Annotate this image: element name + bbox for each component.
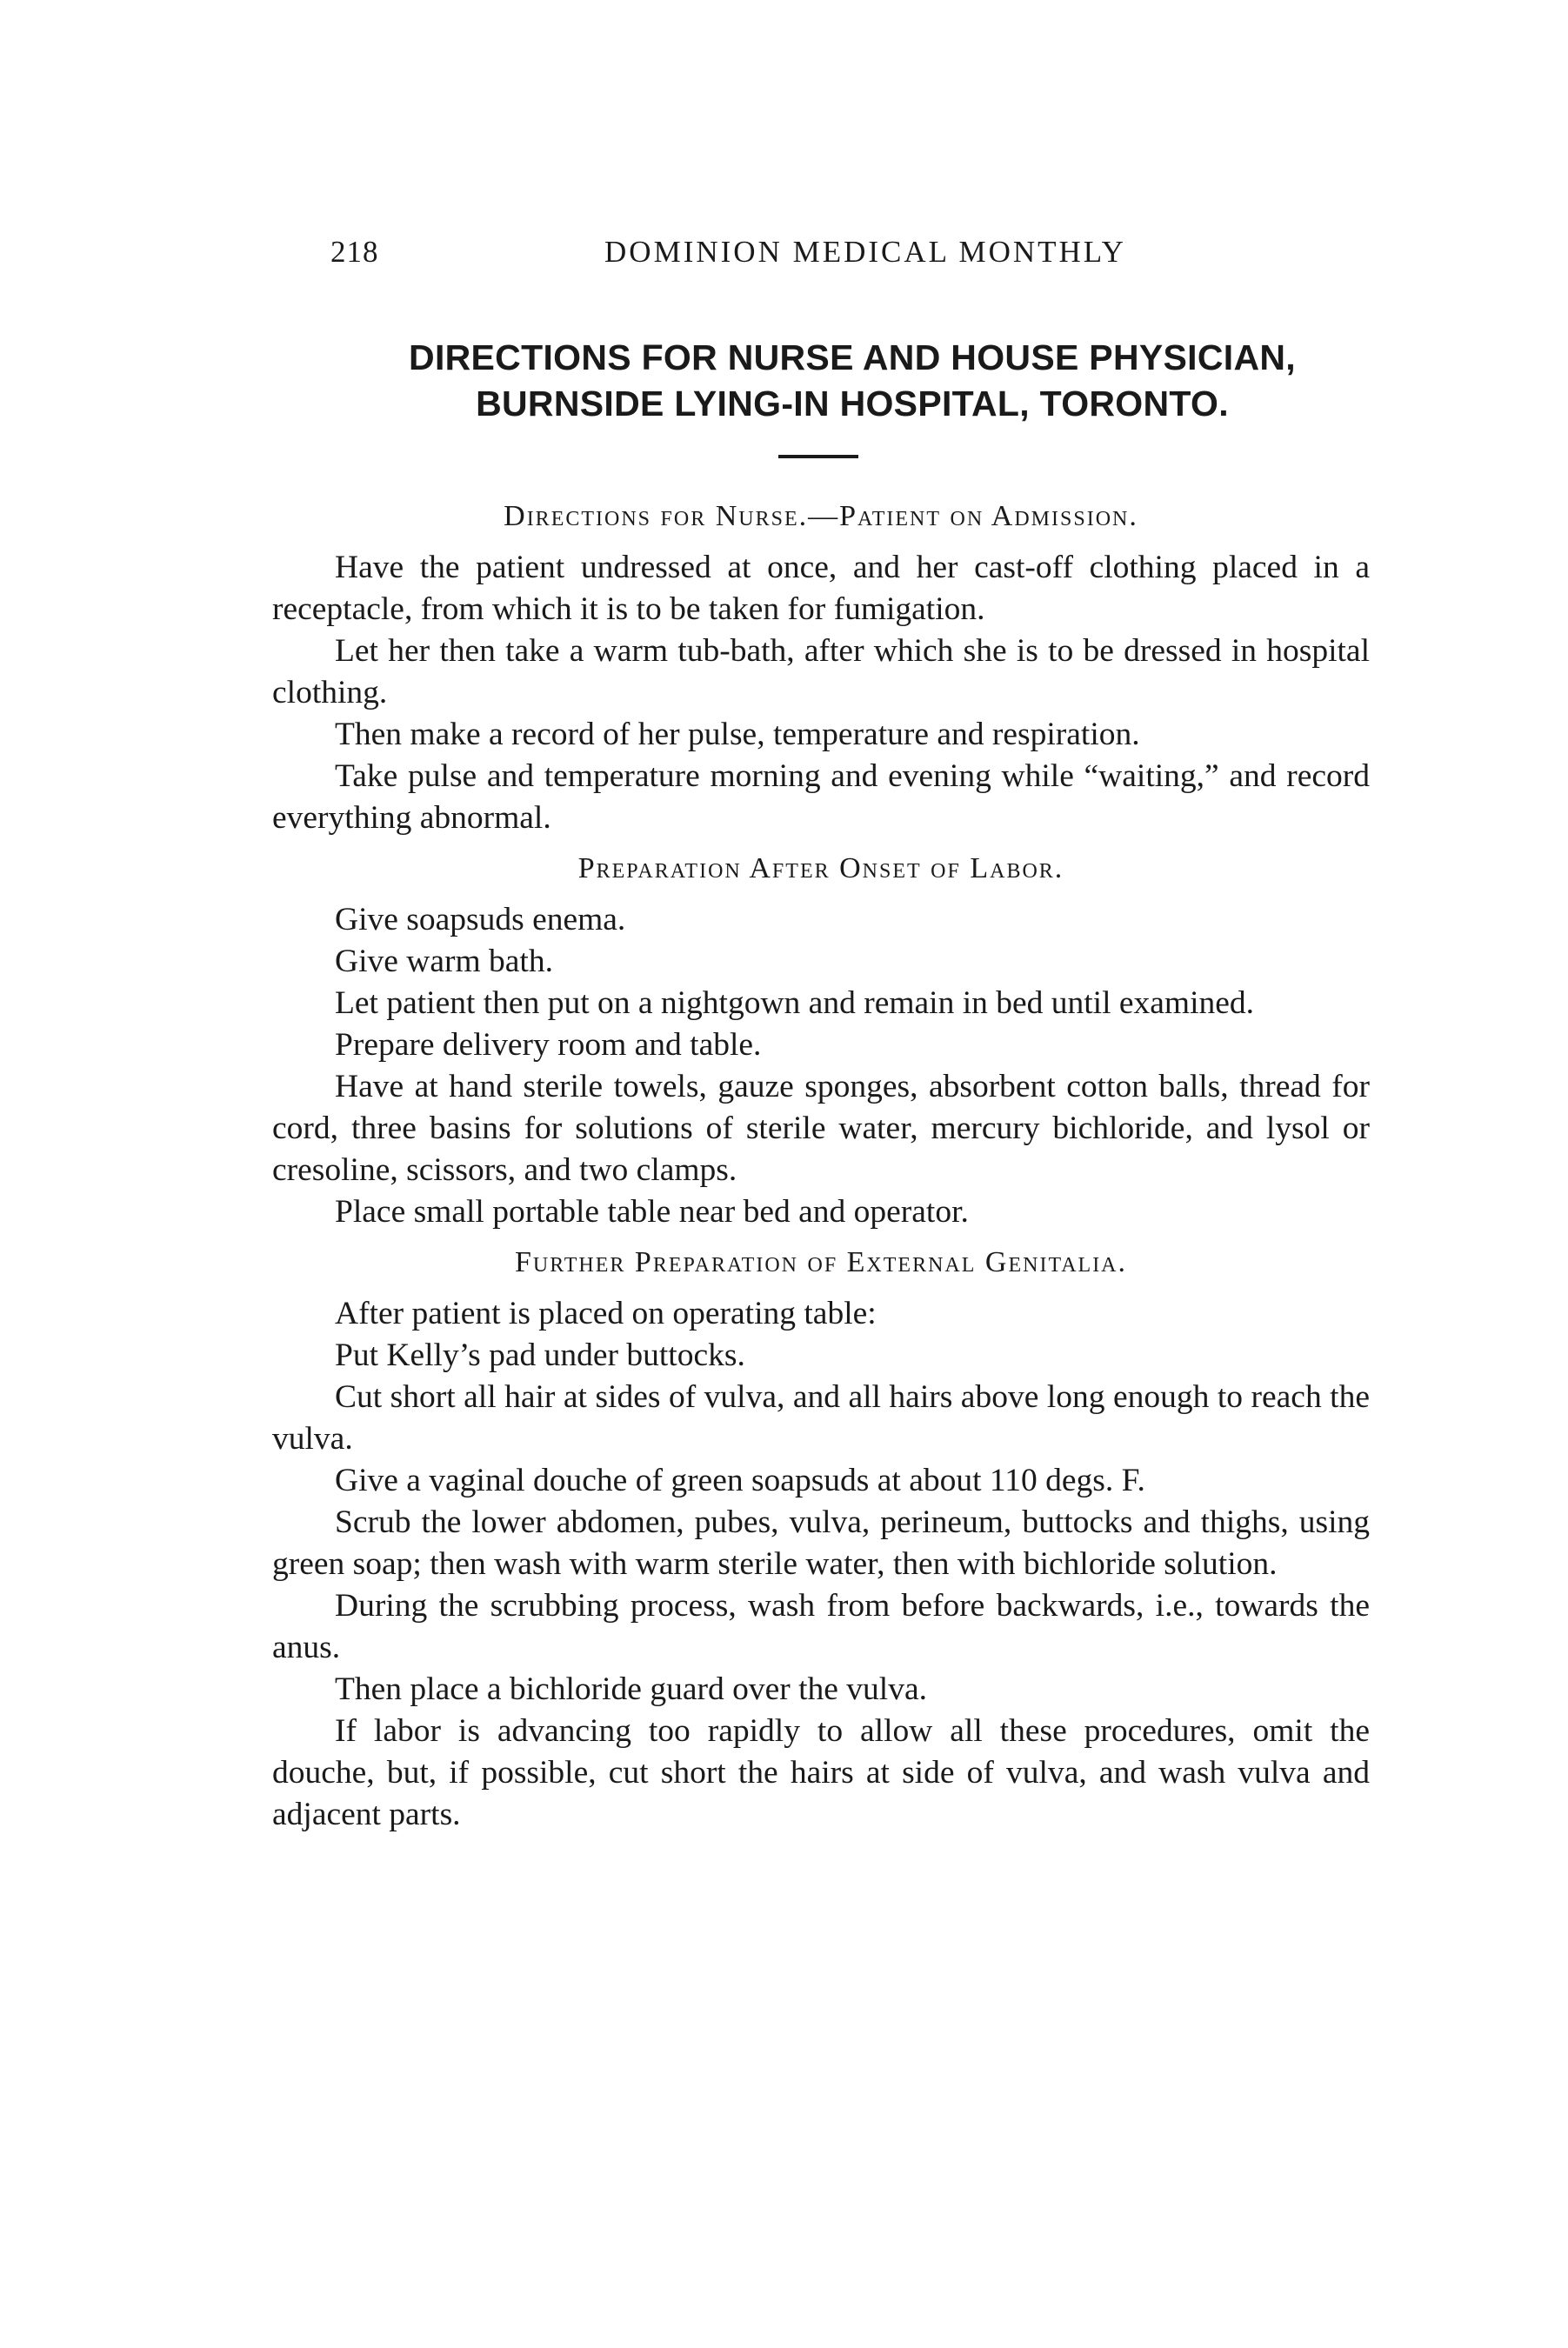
paragraph: Give warm bath. (335, 944, 553, 979)
paragraph: If labor is advancing too rapidly to allow all these procedures, omit the douche, but, if possible, cut short the hairs at side of vulva, and wash vulva and adjacent parts. (272, 1713, 1370, 1832)
section-heading-labor: Preparation After Onset of Labor. (577, 852, 1064, 884)
paragraph: Place small portable table near bed and operator. (335, 1194, 969, 1230)
article-title-line-1: DIRECTIONS FOR NURSE AND HOUSE PHYSICIAN, (409, 337, 1296, 377)
journal-title: DOMINION MEDICAL MONTHLY (604, 235, 1126, 269)
paragraph: Cut short all hair at sides of vulva, and all hairs above long enough to reach the vulva. (272, 1379, 1370, 1457)
paragraph: Prepare delivery room and table. (335, 1027, 762, 1063)
paragraph: Put Kelly’s pad under buttocks. (335, 1337, 745, 1373)
title-divider (778, 455, 858, 458)
paragraph: During the scrubbing process, wash from before backwards, i.e., towards the anus. (272, 1588, 1370, 1665)
paragraph: Have at hand sterile towels, gauze sponges, absorbent cotton balls, thread for cord, three basins for solutions of sterile water, mercury bichloride, and lysol or cresoline, scissors, and two clamps. (272, 1069, 1370, 1188)
article-title-line-2: BURNSIDE LYING-IN HOSPITAL, TORONTO. (476, 384, 1229, 424)
paragraph: Scrub the lower abdomen, pubes, vulva, perineum, buttocks and thighs, using green soap; then wash with warm sterile water, then with bichloride solution. (272, 1504, 1370, 1582)
paragraph: Have the patient undressed at once, and her cast-off clothing placed in a receptacle, from which it is to be taken for fumigation. (272, 550, 1370, 627)
section-heading-admission: Directions for Nurse.—Patient on Admission. (504, 500, 1138, 532)
paragraph: Then place a bichloride guard over the vulva. (335, 1671, 927, 1707)
paragraph: Let patient then put on a nightgown and remain in bed until examined. (335, 985, 1255, 1021)
paragraph: Give a vaginal douche of green soapsuds at about 110 degs. F. (335, 1463, 1145, 1498)
paragraph: Give soapsuds enema. (335, 902, 626, 937)
section-heading-genitalia: Further Preparation of External Genitalia. (514, 1246, 1128, 1278)
article-title (330, 335, 1374, 427)
running-header (330, 235, 1374, 278)
paragraph: Let her then take a warm tub-bath, after which she is to be dressed in hospital clothing. (272, 633, 1370, 710)
paragraph: Take pulse and temperature morning and evening while “waiting,” and record everything abnormal. (272, 758, 1370, 836)
article-body (272, 496, 1370, 1836)
paragraph: Then make a record of her pulse, temperature and respiration. (335, 717, 1140, 752)
paragraph: After patient is placed on operating table: (335, 1296, 877, 1331)
page-number: 218 (330, 235, 379, 269)
